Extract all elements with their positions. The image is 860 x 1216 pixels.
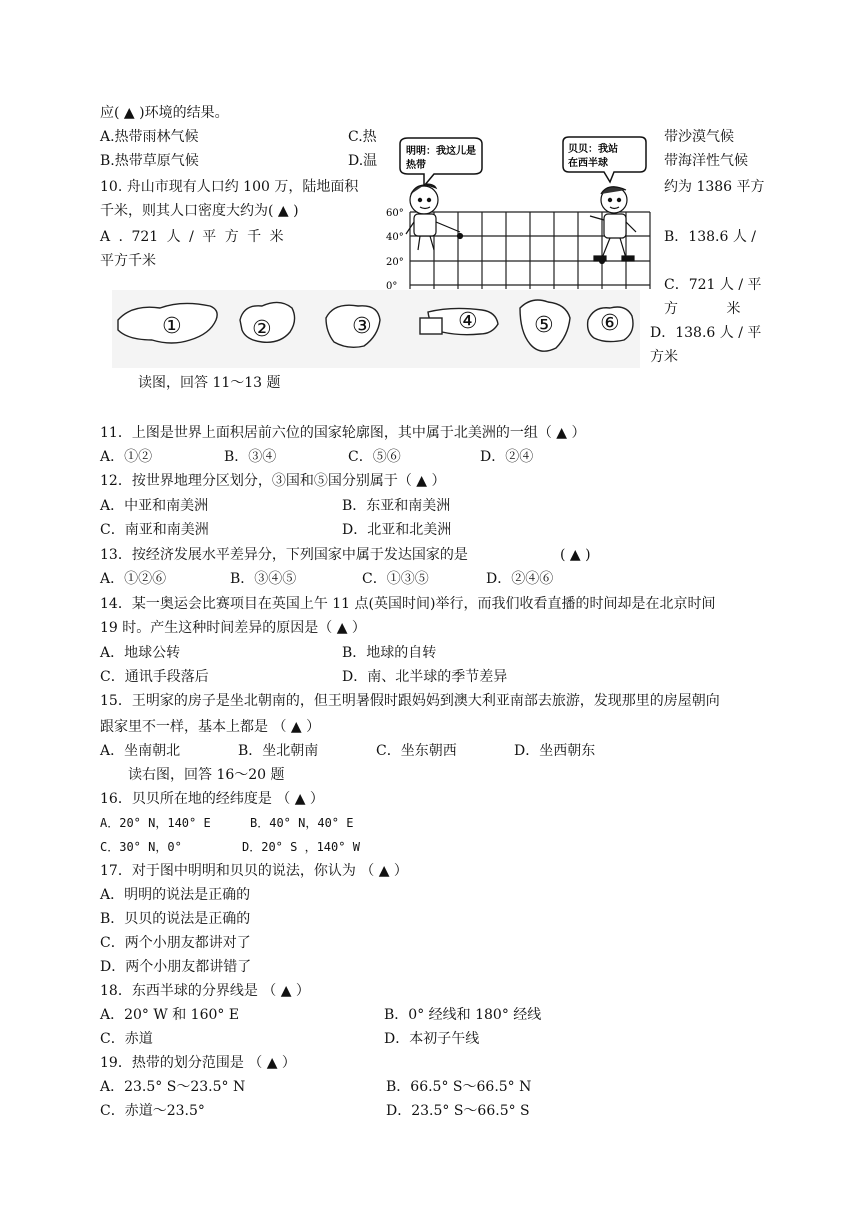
q17-option-d: D．两个小朋友都讲错了 [100, 959, 252, 975]
q10-option-c: C．721 人 / 平 [664, 277, 762, 293]
ming-bubble-line2: 热带 [406, 160, 426, 171]
map-label-1: ① [162, 314, 182, 339]
q13-option-b: B．③④⑤ [230, 571, 297, 587]
q11-option-a: A．①② [100, 449, 153, 465]
q13-option-d: D．②④⑥ [486, 571, 554, 587]
q11-option-d: D．②④ [480, 449, 534, 465]
q16-option-a: A．20° N，140° E [100, 816, 211, 830]
q17-option-c: C．两个小朋友都讲对了 [100, 935, 251, 951]
q9-stem-continuation: 应( ▲ )环境的结果。 [100, 105, 229, 121]
q10-stem-end: 约为 1386 平方 [664, 179, 765, 195]
q15-option-c: C．坐东朝西 [376, 743, 457, 759]
lat-label-40: 40° [386, 232, 404, 243]
q11-option-c: C．⑤⑥ [348, 449, 401, 465]
q11-option-b: B．③④ [224, 449, 277, 465]
q13-option-c: C．①③⑤ [362, 571, 429, 587]
q11-stem: 11．上图是世界上面积居前六位的国家轮廓图，其中属于北美洲的一组（ ▲ ） [100, 425, 586, 441]
lat-label-60: 60° [386, 208, 404, 219]
ming-speech-bubble [400, 138, 482, 186]
q18-option-c: C．赤道 [100, 1031, 153, 1047]
q19-option-b: B．66.5° S～66.5° N [386, 1079, 532, 1095]
q9-option-b: B.热带草原气候 [100, 153, 199, 169]
q13-option-a: A．①②⑥ [100, 571, 167, 587]
q14-stem-line2: 19 时。产生这种时间差异的原因是（ ▲ ） [100, 620, 366, 636]
lat-label-20: 20° [386, 257, 404, 268]
q14-option-a: A．地球公转 [100, 645, 181, 661]
q17-option-b: B．贝贝的说法是正确的 [100, 911, 251, 927]
q15-stem: 15．王明家的房子是坐北朝南的，但王明暑假时跟妈妈到澳大利亚南部去旅游，发现那里的房屋朝向 [100, 693, 720, 709]
q10-option-d-cont: 方米 [650, 349, 678, 365]
q19-option-a: A．23.5° S～23.5° N [100, 1079, 246, 1095]
q12-option-b: B．东亚和南美洲 [342, 498, 451, 514]
q9-option-c-end: 带沙漠气候 [664, 129, 734, 145]
q10-option-c-cont: 方 米 [664, 301, 741, 317]
q10-option-a: A . 721 人 / 平 方 千 米 [100, 229, 284, 245]
q10-stem: 10. 舟山市现有人口约 100 万，陆地面积 [100, 179, 359, 195]
q9-option-d-start: D.温 [348, 153, 378, 169]
q14-option-b: B．地球的自转 [342, 645, 437, 661]
q18-option-b: B．0° 经线和 180° 经线 [384, 1007, 542, 1023]
read-instruction-16-20: 读右图，回答 16～20 题 [128, 767, 285, 783]
lat-lon-grid-figure [378, 134, 658, 289]
map-label-5: ⑤ [534, 313, 554, 338]
q15-option-d: D．坐西朝东 [514, 743, 596, 759]
q16-stem: 16．贝贝所在地的经纬度是 （ ▲ ） [100, 791, 324, 807]
q19-stem: 19．热带的划分范围是 （ ▲ ） [100, 1055, 296, 1071]
bei-bubble-line2: 在西半球 [568, 158, 608, 169]
q10-option-b: B．138.6 人 / [664, 229, 756, 245]
q12-stem: 12．按世界地理分区划分，③国和⑤国分别属于（ ▲ ） [100, 473, 446, 489]
q16-option-c: C．30° N，0° [100, 840, 182, 854]
map-label-3: ③ [352, 314, 372, 339]
q15-option-a: A．坐南朝北 [100, 743, 181, 759]
q18-stem: 18．东西半球的分界线是 （ ▲ ） [100, 983, 310, 999]
ming-bubble-line1: 明明：我这儿是 [406, 146, 476, 157]
q12-option-c: C．南亚和南美洲 [100, 522, 209, 538]
country-outline-4-inset [420, 318, 442, 334]
q19-option-c: C．赤道～23.5° [100, 1103, 205, 1119]
map-label-6: ⑥ [600, 311, 620, 336]
bei-speech-bubble [563, 137, 646, 182]
q15-option-b: B．坐北朝南 [238, 743, 319, 759]
q17-option-a: A．明明的说法是正确的 [100, 887, 251, 903]
q12-option-a: A．中亚和南美洲 [100, 498, 209, 514]
q13-stem-end: ( ▲ ) [560, 547, 591, 563]
bei-bubble-line1: 贝贝：我站 [568, 144, 618, 155]
q17-stem: 17．对于图中明明和贝贝的说法，你认为 （ ▲ ） [100, 863, 408, 879]
q19-option-d: D．23.5° S～66.5° S [386, 1103, 530, 1119]
q10-option-d: D．138.6 人 / 平 [650, 325, 762, 341]
q18-option-a: A．20° W 和 160° E [100, 1007, 240, 1023]
read-instruction-11-13: 读图，回答 11～13 题 [138, 375, 281, 391]
q14-option-d: D．南、北半球的季节差异 [342, 669, 508, 685]
country-outlines-figure [112, 290, 640, 368]
map-label-4: ④ [458, 309, 478, 334]
q9-option-c-start: C.热 [348, 129, 377, 145]
q18-option-d: D．本初子午线 [384, 1031, 480, 1047]
q9-option-a: A.热带雨林气候 [100, 129, 199, 145]
q10-option-a-cont: 平方千米 [100, 253, 156, 269]
q14-stem: 14．某一奥运会比赛项目在英国上午 11 点(英国时间)举行，而我们收看直播的时间却是在北京时间 [100, 596, 716, 612]
lat-label-0: 0° [386, 281, 398, 289]
q13-stem: 13．按经济发展水平差异分，下列国家中属于发达国家的是 [100, 547, 468, 563]
q16-option-b: B．40° N，40° E [250, 816, 354, 830]
q9-option-d-end: 带海洋性气候 [664, 153, 748, 169]
bei-character [590, 187, 636, 264]
q10-stem-line2: 千米，则其人口密度大约为( ▲ ) [100, 203, 299, 219]
q15-stem-line2: 跟家里不一样，基本上都是 （ ▲ ） [100, 719, 321, 735]
q14-option-c: C．通讯手段落后 [100, 669, 209, 685]
q16-option-d: D．20° S ，140° W [242, 840, 360, 854]
map-label-2: ② [252, 317, 272, 342]
q12-option-d: D．北亚和北美洲 [342, 522, 452, 538]
